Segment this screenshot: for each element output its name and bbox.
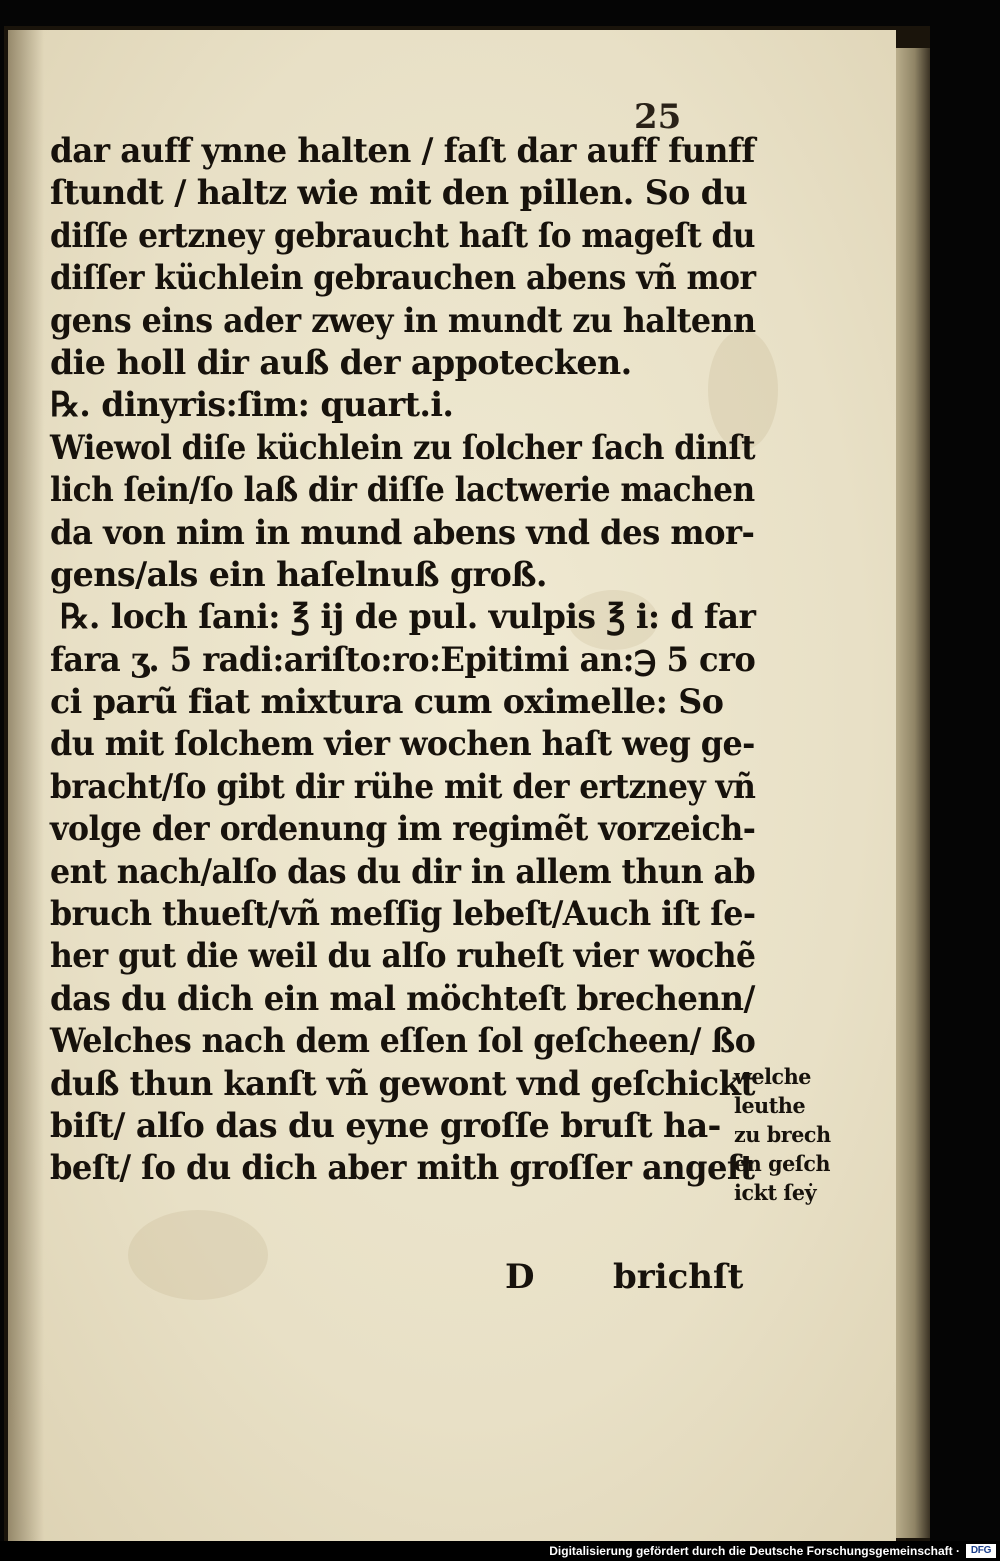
text-line: da von nim in mund abens vnd des mor- <box>50 512 755 553</box>
text-line: gens eins ader zwey in mundt zu haltenn <box>50 300 756 341</box>
text-line: Wiewol diſe küchlein zu ſolcher ſach dinſt <box>50 427 755 468</box>
text-line: du mit ſolchem vier wochen haſt weg ge- <box>50 724 755 765</box>
text-line: gens/als ein haſelnuß groß. <box>50 554 547 595</box>
marginal-note-line: ickt ſeẏ <box>734 1180 817 1205</box>
text-line: bracht/ſo gibt dir rühe mit der ertzney vñ <box>50 766 756 807</box>
text-line: diſſe ertzney gebraucht haſt ſo mageſt du <box>50 215 755 256</box>
recipe-line: ℞. dinyris:ſim: quart.i. <box>50 385 454 426</box>
text-line: ſtundt / haltz wie mit den pillen. So du <box>50 173 748 214</box>
text-line: die holl dir auß der appotecken. <box>50 342 632 383</box>
gutter-shade <box>8 30 44 1542</box>
paper-stain <box>128 1210 268 1300</box>
text-line: beſt/ ſo du dich aber mith groſſer angeſt <box>50 1148 755 1189</box>
recipe-line: ℞. loch ſani: ℥ ij de pul. vulpis ℥ i: d far <box>59 597 756 638</box>
text-line: biſt/ alſo das du eyne groſſe bruſt ha- <box>50 1105 721 1146</box>
body-text <box>50 130 770 1190</box>
signature-mark: D <box>505 1257 535 1297</box>
marginal-note <box>734 1062 844 1207</box>
recipe-line: ci parũ fiat mixtura cum oximelle: So <box>50 682 724 723</box>
text-line: her gut die weil du alſo ruheſt vier wochẽ <box>50 936 756 977</box>
text-line: dar auff ynne halten / faſt dar auff funff <box>50 131 755 171</box>
text-line: bruch thueſt/vñ meſſig lebeſt/Auch iſt ſe- <box>50 894 756 935</box>
marginal-note-line: welche <box>734 1064 812 1089</box>
page-fore-edge <box>896 48 930 1538</box>
text-line: diſſer küchlein gebrauchen abens vñ mor <box>50 258 756 299</box>
dfg-logo: DFG <box>966 1544 996 1558</box>
funding-credit: Digitalisierung gefördert durch die Deutsche Forschungsgemeinschaft · <box>549 1544 960 1558</box>
catchword: brichſt <box>613 1257 744 1297</box>
text-line: lich ſein/ſo laß dir diſſe lactwerie machen <box>50 470 755 511</box>
text-line: das du dich ein mal möchteſt brechenn/ <box>50 978 755 1019</box>
page-foot <box>505 1252 745 1302</box>
funding-footer <box>0 1541 1000 1561</box>
text-line: Welches nach dem eſſen ſol geſcheen/ ßo <box>50 1021 756 1062</box>
text-line: ent nach/alſo das du dir in allem thun ab <box>50 851 756 892</box>
text-line: duß thun kanſt vñ gewont vnd geſchickt <box>50 1063 755 1104</box>
marginal-note-line: en geſch <box>734 1151 831 1176</box>
marginal-note-line: zu brech <box>734 1122 831 1147</box>
recipe-line: fara ʒ. 5 radi:ariſto:ro:Epitimi an:℈ 5 cro <box>50 639 756 680</box>
text-line: volge der ordenung im regimẽt vorzeich- <box>50 809 756 850</box>
page-number: 25 <box>634 97 682 137</box>
marginal-note-line: leuthe <box>734 1093 806 1118</box>
